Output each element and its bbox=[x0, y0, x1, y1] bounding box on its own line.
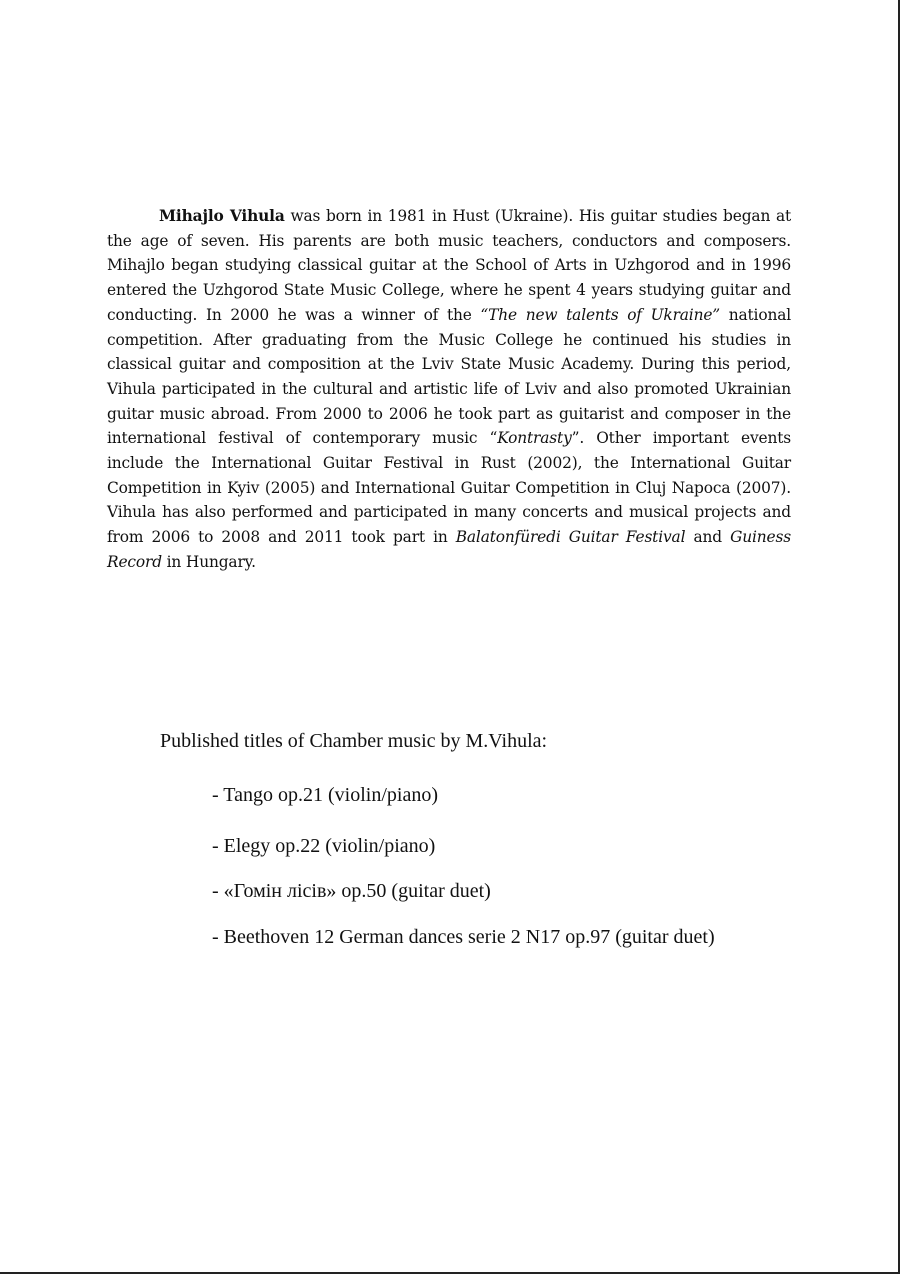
festival-kontrasty: Kontrasty bbox=[497, 429, 572, 448]
bio-text-5: in Hungary. bbox=[161, 552, 256, 571]
festival-balatonfuredi: Balatonfüredi Guitar Festival bbox=[455, 528, 686, 547]
bio-text-4: and bbox=[685, 528, 731, 547]
bio-text-2: national competition. After graduating from the Music College he continued his studies in classical guitar and composition at the Lviv State Music Academy. During this period, Vihula participated in the cultural and artistic life of Lviv and also promoted Ukrainian guitar music abroad. From 2000 to 2006 he took part as guitarist and composer in the international festival of contemporary music “ bbox=[107, 305, 791, 448]
competition-title: “The new talents of Ukraine” bbox=[480, 305, 721, 324]
bio-text-3: ”. Other important events include the International Guitar Festival in Rust (2002), the International Guitar Competition in Kyiv (2005) and International Guitar Competition in Cluj Napoca (2007). Vihula has also performed and participated in many concerts and musical projects and from 2006 to 2008 and 2011 took part in bbox=[107, 429, 791, 547]
work-item-homin-lisiv: - «Гомін лісів» op.50 (guitar duet) bbox=[212, 880, 491, 902]
works-heading: Published titles of Chamber music by M.Vihula: bbox=[160, 730, 548, 752]
work-item-elegy: - Elegy op.22 (violin/piano) bbox=[212, 835, 436, 857]
work-item-beethoven-dances: - Beethoven 12 German dances serie 2 N17 op.97 (guitar duet) bbox=[212, 926, 715, 948]
biography-paragraph bbox=[107, 204, 791, 575]
composer-name: Mihajlo Vihula bbox=[159, 207, 285, 225]
work-item-tango: - Tango op.21 (violin/piano) bbox=[212, 784, 438, 806]
bio-text-1: was born in 1981 in Hust (Ukraine). His guitar studies began at the age of seven. His parents are both music teachers, conductors and composers. Mihajlo began studying classical guitar at the School of Arts in Uzhgorod and in 1996 entered the Uzhgorod State Music College, where he spent 4 years studying guitar and conducting. In 2000 he was a winner of the bbox=[107, 207, 791, 324]
guiness-record: Guiness Record bbox=[107, 528, 791, 571]
